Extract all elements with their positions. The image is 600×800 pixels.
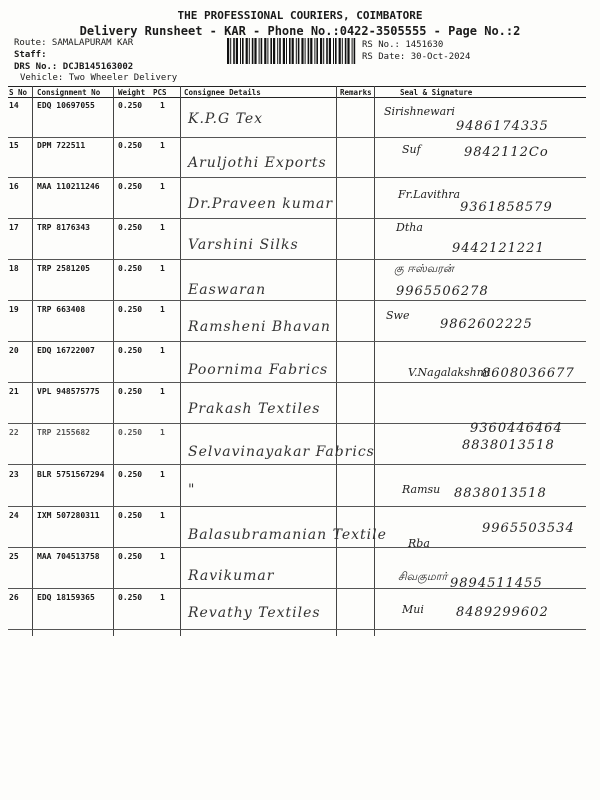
consignee-name: " <box>188 482 196 498</box>
consignment-number: BLR 5751567294 <box>37 470 105 479</box>
consignee-name: Ravikumar <box>188 568 275 584</box>
route-label: Route: SAMALAPURAM KAR <box>14 38 134 48</box>
receiver-phone: 9360446464 <box>470 421 563 436</box>
weight-value: 0.250 <box>118 428 143 437</box>
serial-number: 17 <box>9 223 19 232</box>
col-seal: Seal & Signature <box>400 88 473 97</box>
table-row <box>8 219 586 260</box>
weight-value: 0.250 <box>118 387 143 396</box>
weight-value: 0.250 <box>118 470 143 479</box>
weight-value: 0.250 <box>118 593 143 602</box>
receiver-phone: 9486174335 <box>456 119 549 134</box>
receiver-signature: Dtha <box>396 221 423 234</box>
consignee-name: Dr.Praveen kumar <box>188 196 334 212</box>
pieces-count: 1 <box>160 305 165 314</box>
consignment-number: EDQ 16722007 <box>37 346 95 355</box>
receiver-phone: 8838013518 <box>462 438 555 453</box>
rs-number: RS No.: 1451630 <box>362 40 444 50</box>
drs-number <box>14 62 133 73</box>
table-row <box>8 342 586 383</box>
pieces-count: 1 <box>160 346 165 355</box>
receiver-phone: 9842112Co <box>464 145 549 160</box>
consignment-number: IXM 507280311 <box>37 511 100 520</box>
consignment-number: TRP 663408 <box>37 305 86 314</box>
table-row <box>8 466 586 507</box>
consignee-name: Selvavinayakar Fabrics <box>188 444 375 460</box>
serial-number: 24 <box>9 511 19 520</box>
serial-number: 23 <box>9 470 19 479</box>
col-remarks: Remarks <box>340 88 372 97</box>
consignment-number: EDQ 10697055 <box>37 101 95 110</box>
serial-number: 22 <box>9 428 19 437</box>
consignee-name: K.P.G Tex <box>188 111 264 127</box>
weight-value: 0.250 <box>118 101 143 110</box>
receiver-signature: Rba <box>408 537 430 550</box>
drs-value: DCJB145163002 <box>62 62 134 72</box>
pieces-count: 1 <box>160 101 165 110</box>
consignment-number: DPM 722511 <box>37 141 86 150</box>
receiver-phone: 8608036677 <box>482 366 575 381</box>
receiver-signature: Ramsu <box>402 483 441 496</box>
pieces-count: 1 <box>160 470 165 479</box>
serial-number: 18 <box>9 264 19 273</box>
pieces-count: 1 <box>160 182 165 191</box>
consignment-number: VPL 948575775 <box>37 387 100 396</box>
receiver-phone: 9965503534 <box>482 521 575 536</box>
weight-value: 0.250 <box>118 223 143 232</box>
consignment-number: EDQ 18159365 <box>37 593 95 602</box>
consignee-name: Revathy Textiles <box>188 605 321 621</box>
receiver-phone: 9361858579 <box>460 200 553 215</box>
staff-label: Staff: <box>14 50 47 60</box>
table-row <box>8 178 586 219</box>
col-consignee: Consignee Details <box>184 88 261 97</box>
weight-value: 0.250 <box>118 552 143 561</box>
serial-number: 15 <box>9 141 19 150</box>
consignment-number: TRP 8176343 <box>37 223 90 232</box>
pieces-count: 1 <box>160 223 165 232</box>
receiver-signature: சிவகுமார் <box>398 570 448 583</box>
consignee-name: Easwaran <box>188 282 267 298</box>
receiver-phone: 9442121221 <box>452 241 545 256</box>
weight-value: 0.250 <box>118 182 143 191</box>
receiver-phone: 9862602225 <box>440 317 533 332</box>
consignee-name: Balasubramanian Textile <box>188 527 387 543</box>
serial-number: 21 <box>9 387 19 396</box>
serial-number: 25 <box>9 552 19 561</box>
barcode <box>227 38 357 64</box>
consignment-number: MAA 704513758 <box>37 552 100 561</box>
table-row <box>8 507 586 548</box>
weight-value: 0.250 <box>118 346 143 355</box>
receiver-signature: Suf <box>402 143 421 156</box>
consignment-number: TRP 2155682 <box>37 428 90 437</box>
runsheet-title: Delivery Runsheet - KAR - Phone No.:0422-3505555 - Page No.:2 <box>79 24 521 38</box>
receiver-signature: கு ஈஸ்வரன் <box>394 262 454 275</box>
pieces-count: 1 <box>160 593 165 602</box>
col-consignment: Consignment No <box>37 88 101 97</box>
serial-number: 26 <box>9 593 19 602</box>
receiver-phone: 8838013518 <box>454 486 547 501</box>
serial-number: 16 <box>9 182 19 191</box>
pieces-count: 1 <box>160 511 165 520</box>
pieces-count: 1 <box>160 552 165 561</box>
consignee-name: Varshini Silks <box>188 237 299 253</box>
table-row <box>8 424 586 465</box>
table-row <box>8 301 586 342</box>
pieces-count: 1 <box>160 387 165 396</box>
consignment-number: TRP 2581205 <box>37 264 90 273</box>
serial-number: 20 <box>9 346 19 355</box>
table-row <box>8 260 586 301</box>
consignee-name: Ramsheni Bhavan <box>188 319 331 335</box>
serial-number: 14 <box>9 101 19 110</box>
company-title: THE PROFESSIONAL COURIERS, COIMBATORE <box>177 9 423 22</box>
drs-label: DRS No.: <box>14 62 58 72</box>
weight-value: 0.250 <box>118 264 143 273</box>
table-row <box>8 137 586 178</box>
serial-number: 19 <box>9 305 19 314</box>
receiver-phone: 8489299602 <box>456 605 549 620</box>
receiver-phone: 9894511455 <box>450 576 543 591</box>
table-row <box>8 548 586 589</box>
col-pcs: PCS <box>153 88 167 97</box>
receiver-signature: Swe <box>386 309 410 322</box>
consignment-number: MAA 110211246 <box>37 182 100 191</box>
weight-value: 0.250 <box>118 305 143 314</box>
consignee-name: Aruljothi Exports <box>188 155 327 171</box>
weight-value: 0.250 <box>118 511 143 520</box>
pieces-count: 1 <box>160 428 165 437</box>
rs-date: RS Date: 30-Oct-2024 <box>362 52 471 62</box>
weight-value: 0.250 <box>118 141 143 150</box>
receiver-signature: Mui <box>402 603 424 616</box>
pieces-count: 1 <box>160 264 165 273</box>
receiver-signature: Fr.Lavithra <box>398 188 461 201</box>
table-row <box>8 97 586 138</box>
receiver-phone: 9965506278 <box>396 284 489 299</box>
pieces-count: 1 <box>160 141 165 150</box>
table-row <box>8 589 586 630</box>
receiver-signature: V.Nagalakshmi <box>408 366 491 379</box>
col-weight: Weight <box>118 88 146 97</box>
col-sno: S No <box>9 88 28 97</box>
receiver-signature: Sirishnewari <box>384 105 455 118</box>
consignee-name: Poornima Fabrics <box>188 362 329 378</box>
vehicle-label: Vehicle: Two Wheeler Delivery <box>20 73 178 83</box>
consignee-name: Prakash Textiles <box>188 401 321 417</box>
